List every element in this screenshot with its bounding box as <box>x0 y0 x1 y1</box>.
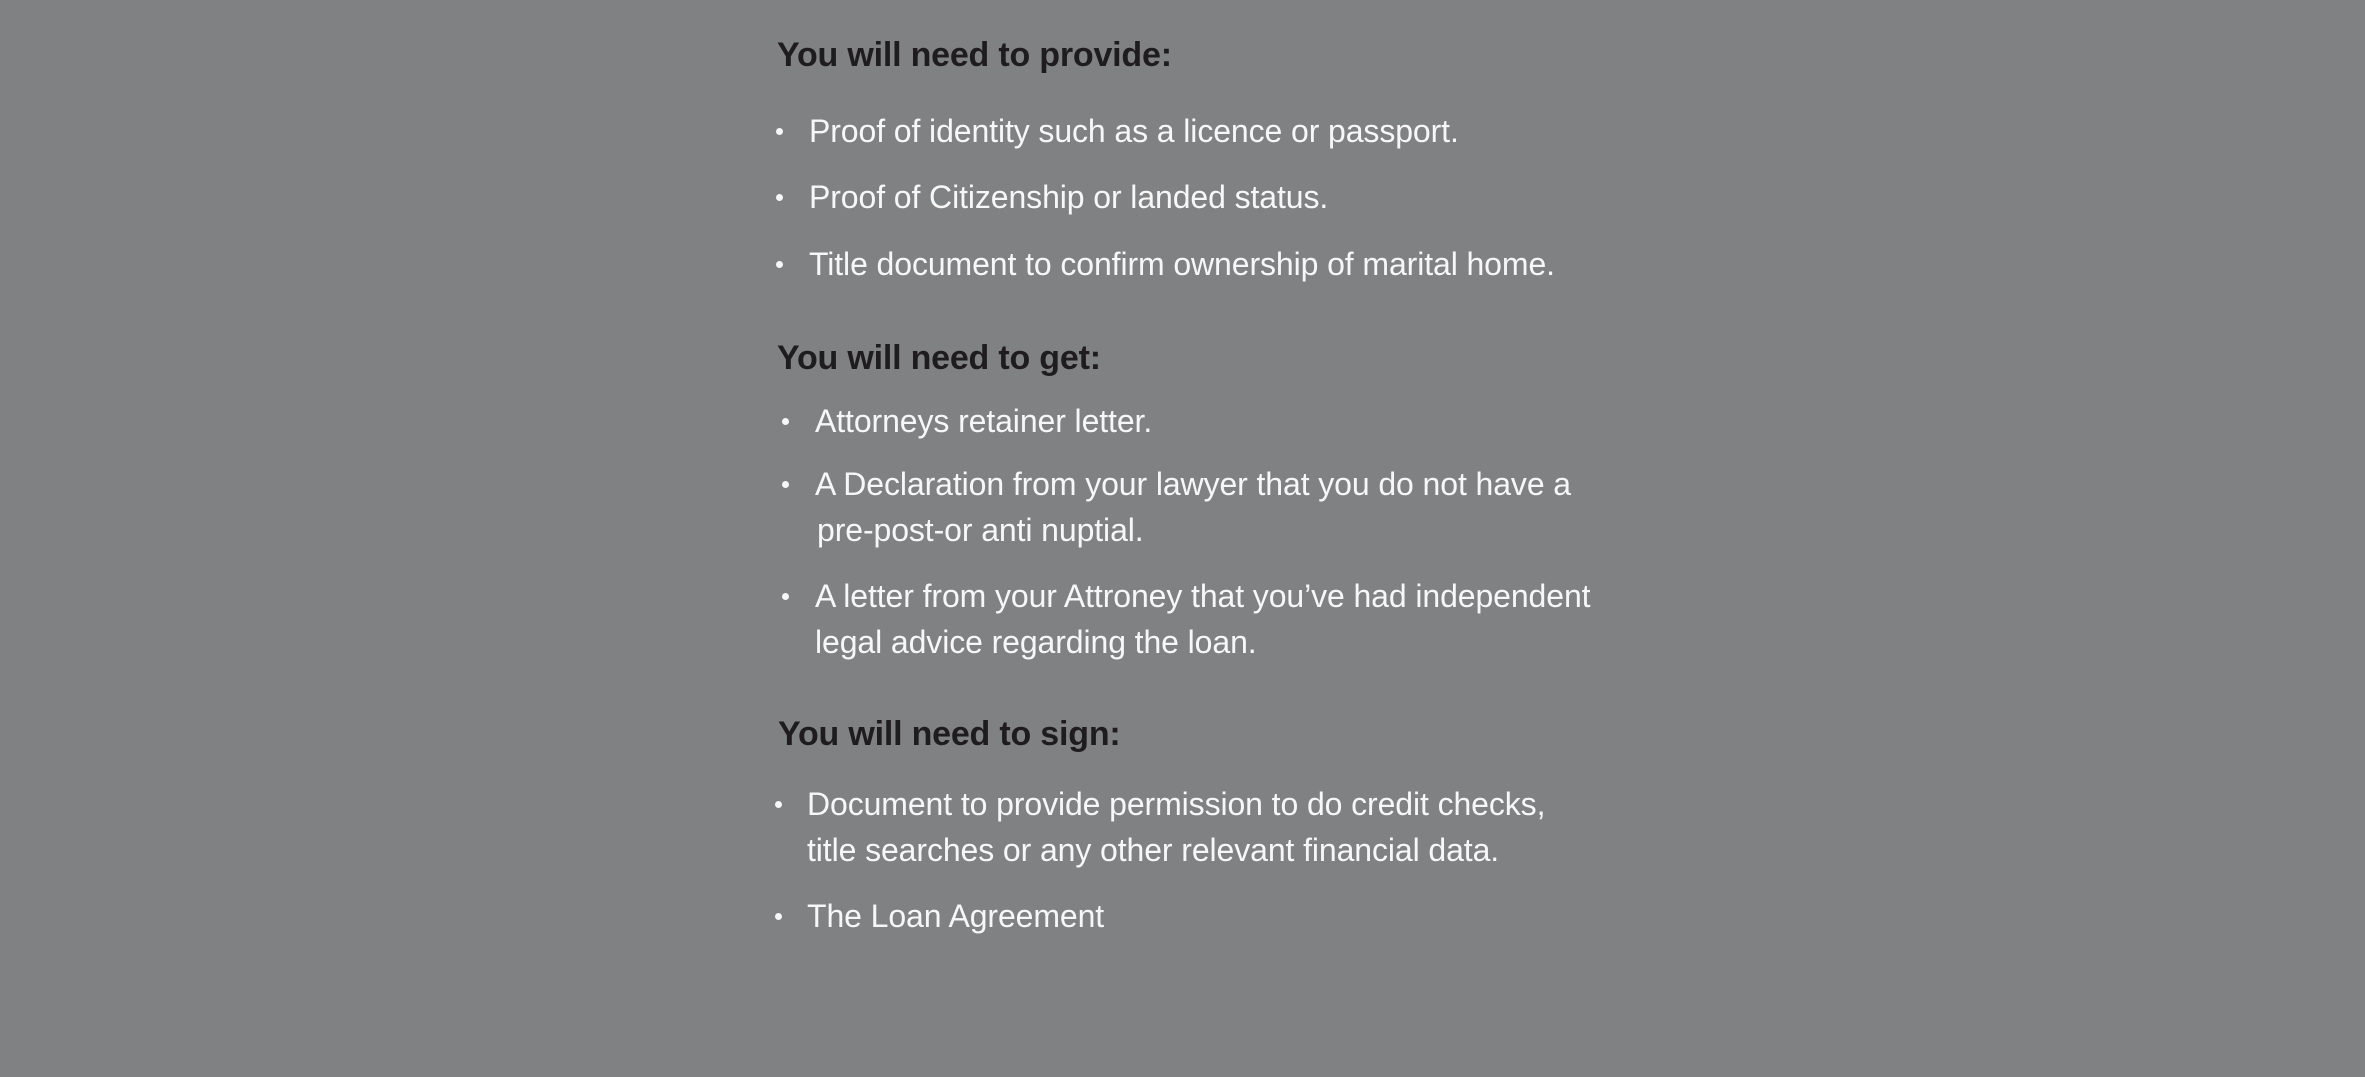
bullet-icon <box>775 801 782 808</box>
bullet-icon <box>776 261 783 268</box>
bullet-icon <box>775 913 782 920</box>
list-item-text-line-1: A Declaration from your lawyer that you do not have a <box>815 466 1571 502</box>
list-item <box>775 893 1105 1077</box>
list-item-text: Title document to confirm ownership of marital home. <box>809 246 1555 282</box>
list-item-text-line-2: pre-post-or anti nuptial. <box>817 512 1144 548</box>
list-item-text-line-1: Document to provide permission to do credit checks, <box>807 786 1546 822</box>
bullet-icon <box>776 194 783 201</box>
section-heading-get: You will need to get: <box>777 339 1101 377</box>
bullet-icon <box>782 418 789 425</box>
list-item-text: Attorneys retainer letter. <box>815 403 1153 439</box>
bullet-icon <box>776 128 783 135</box>
bullet-icon <box>782 481 789 488</box>
section-heading-sign: You will need to sign: <box>778 715 1121 753</box>
list-item-text: Proof of Citizenship or landed status. <box>809 179 1329 215</box>
list-item-text: Proof of identity such as a licence or passport. <box>809 113 1459 149</box>
section-heading-provide: You will need to provide: <box>777 36 1172 74</box>
bullet-icon <box>782 593 789 600</box>
list-item-text-line-2: legal advice regarding the loan. <box>815 624 1257 660</box>
list-item-text: The Loan Agreement <box>807 898 1105 934</box>
list-item-text-line-1: A letter from your Attroney that you’ve had independent <box>815 578 1591 614</box>
list-item-text-line-2: title searches or any other relevant financial data. <box>807 832 1500 868</box>
